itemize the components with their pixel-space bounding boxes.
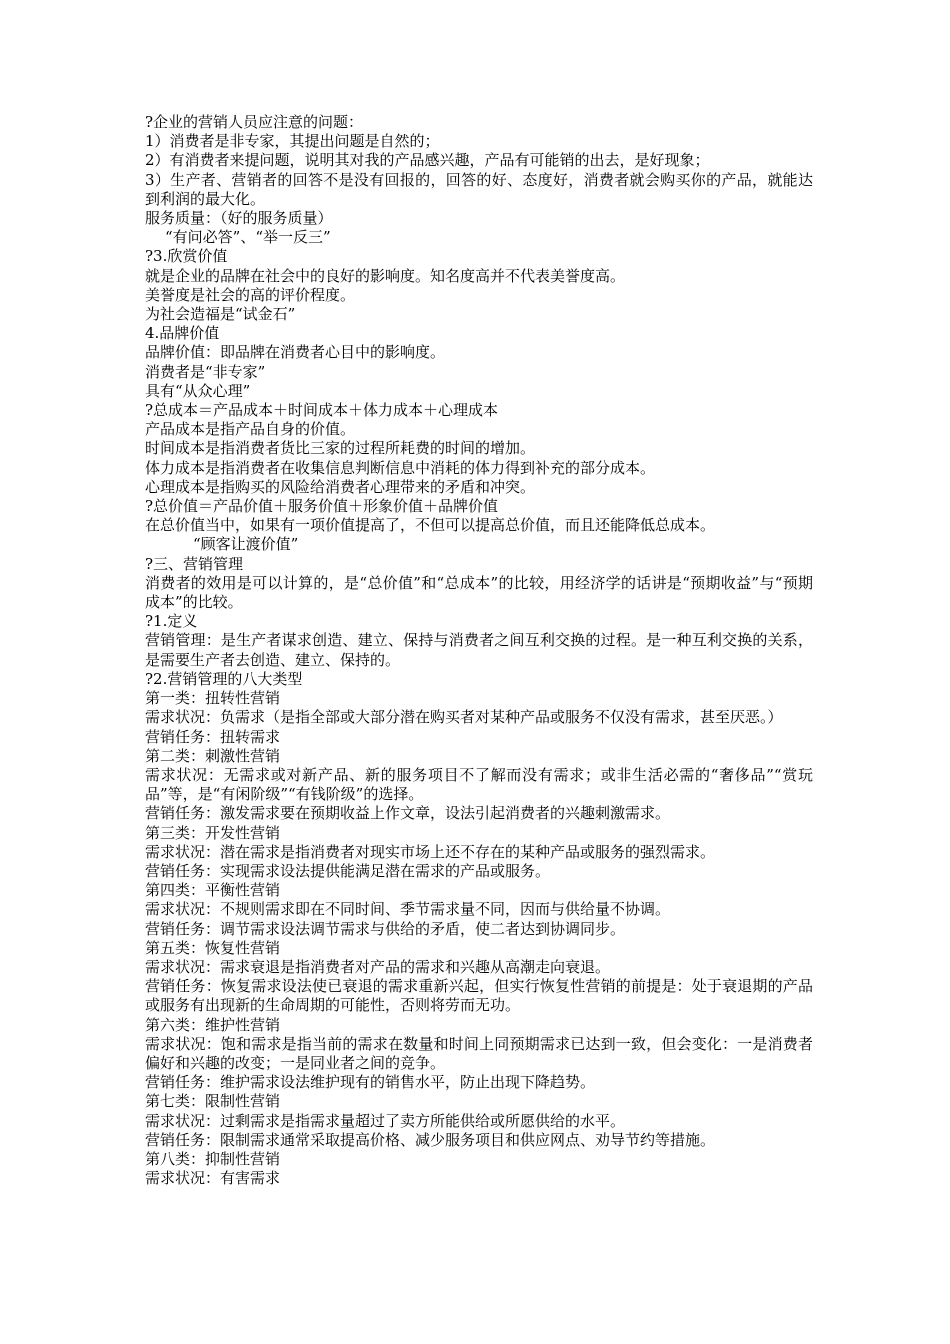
list-item-3: 3）生产者、营销者的回答不是没有回报的，回答的好、态度好，消费者就会购买你的产品，就能达到利润的最大化。 xyxy=(145,170,813,208)
paragraph: 体力成本是指消费者在收集信息判断信息中消耗的体力得到补充的部分成本。 xyxy=(145,458,656,477)
type-heading: 第一类：扭转性营销 xyxy=(145,689,281,708)
heading-total-cost: ?总成本＝产品成本＋时间成本＋体力成本＋心理成本 xyxy=(145,401,499,420)
type-heading: 第四类：平衡性营销 xyxy=(145,881,281,900)
demand-status: 需求状况：饱和需求是指当前的需求在数量和时间上同预期需求已达到一致，但会变化：一是消费者偏好和兴趣的改变；一是同业者之间的竞争。 xyxy=(145,1034,813,1072)
type-heading: 第二类：刺激性营销 xyxy=(145,746,281,765)
paragraph: 在总价值当中，如果有一项价值提高了，不但可以提高总价值，而且还能降低总成本。 xyxy=(145,516,716,535)
paragraph: 时间成本是指消费者货比三家的过程所耗费的时间的增加。 xyxy=(145,439,536,458)
service-quality-quote: “有问必答”、“举一反三” xyxy=(165,228,331,247)
marketing-task: 营销任务：扭转需求 xyxy=(145,727,281,746)
paragraph: 为社会造福是“试金石” xyxy=(145,305,296,324)
heading-definition: ?1.定义 xyxy=(145,612,198,631)
type-heading: 第五类：恢复性营销 xyxy=(145,938,281,957)
paragraph: 品牌价值：即品牌在消费者心目中的影响度。 xyxy=(145,343,446,362)
demand-status: 需求状况：有害需求 xyxy=(145,1169,281,1188)
marketing-task: 营销任务：限制需求通常采取提高价格、减少服务项目和供应网点、劝导节约等措施。 xyxy=(145,1130,716,1149)
paragraph: 营销管理：是生产者谋求创造、建立、保持与消费者之间互利交换的过程。是一种互利交换的关系，是需要生产者去创造、建立、保持的。 xyxy=(145,631,813,669)
marketing-task: 营销任务：恢复需求设法使已衰退的需求重新兴起，但实行恢复性营销的前提是：处于衰退期的产品或服务有出现新的生命周期的可能性，否则将劳而无功。 xyxy=(145,977,813,1015)
document-body xyxy=(145,113,813,1188)
list-item-1: 1）消费者是非专家，其提出问题是自然的； xyxy=(145,132,440,151)
heading-appreciation-value: ?3.欣赏价值 xyxy=(145,247,228,266)
heading-eight-types: ?2.营销管理的八大类型 xyxy=(145,669,303,688)
list-item-2: 2）有消费者来提问题，说明其对我的产品感兴趣，产品有可能销的出去，是好现象； xyxy=(145,151,710,170)
marketing-task: 营销任务：实现需求设法提供能满足潜在需求的产品或服务。 xyxy=(145,861,551,880)
demand-status: 需求状况：无需求或对新产品、新的服务项目不了解而没有需求；或非生活必需的“奢侈品”“赏玩品”等，是“有闲阶级”“有钱阶级”的选择。 xyxy=(145,765,813,804)
demand-status: 需求状况：潜在需求是指消费者对现实市场上还不存在的某种产品或服务的强烈需求。 xyxy=(145,842,716,861)
demand-status: 需求状况：不规则需求即在不同时间、季节需求量不同，因而与供给量不协调。 xyxy=(145,900,671,919)
paragraph: 就是企业的品牌在社会中的良好的影响度。知名度高并不代表美誉度高。 xyxy=(145,266,626,285)
type-heading: 第六类：维护性营销 xyxy=(145,1015,281,1034)
customer-delivered-value-quote: “顾客让渡价值” xyxy=(193,535,299,554)
paragraph: 产品成本是指产品自身的价值。 xyxy=(145,420,356,439)
type-heading: 第三类：开发性营销 xyxy=(145,823,281,842)
paragraph: 消费者是“非专家” xyxy=(145,362,266,381)
marketing-task: 营销任务：维护需求设法维护现有的销售水平，防止出现下降趋势。 xyxy=(145,1073,596,1092)
heading-marketing-management: ?三、营销管理 xyxy=(145,554,244,573)
heading-brand-value: 4.品牌价值 xyxy=(145,324,220,343)
heading-total-value: ?总价值＝产品价值＋服务价值＋形象价值＋品牌价值 xyxy=(145,497,499,516)
paragraph: 美誉度是社会的高的评价程度。 xyxy=(145,285,356,304)
demand-status: 需求状况：需求衰退是指消费者对产品的需求和兴趣从高潮走向衰退。 xyxy=(145,957,611,976)
demand-status: 需求状况：过剩需求是指需求量超过了卖方所能供给或所愿供给的水平。 xyxy=(145,1111,626,1130)
demand-status: 需求状况：负需求（是指全部或大部分潜在购买者对某种产品或服务不仅没有需求，甚至厌恶。） xyxy=(145,708,783,727)
paragraph: 心理成本是指购买的风险给消费者心理带来的矛盾和冲突。 xyxy=(145,477,536,496)
paragraph: 消费者的效用是可以计算的，是“总价值”和“总成本”的比较，用经济学的话讲是“预期收益”与“预期成本”的比较。 xyxy=(145,573,813,612)
paragraph: 具有“从众心理” xyxy=(145,381,251,400)
marketing-task: 营销任务：调节需求设法调节需求与供给的矛盾，使二者达到协调同步。 xyxy=(145,919,626,938)
heading-sales-staff-issues: ?企业的营销人员应注意的问题： xyxy=(145,113,364,131)
service-quality: 服务质量：（好的服务质量） xyxy=(145,209,333,228)
type-heading: 第八类：抑制性营销 xyxy=(145,1149,281,1168)
type-heading: 第七类：限制性营销 xyxy=(145,1092,281,1111)
marketing-task: 营销任务：激发需求要在预期收益上作文章，设法引起消费者的兴趣刺激需求。 xyxy=(145,804,671,823)
